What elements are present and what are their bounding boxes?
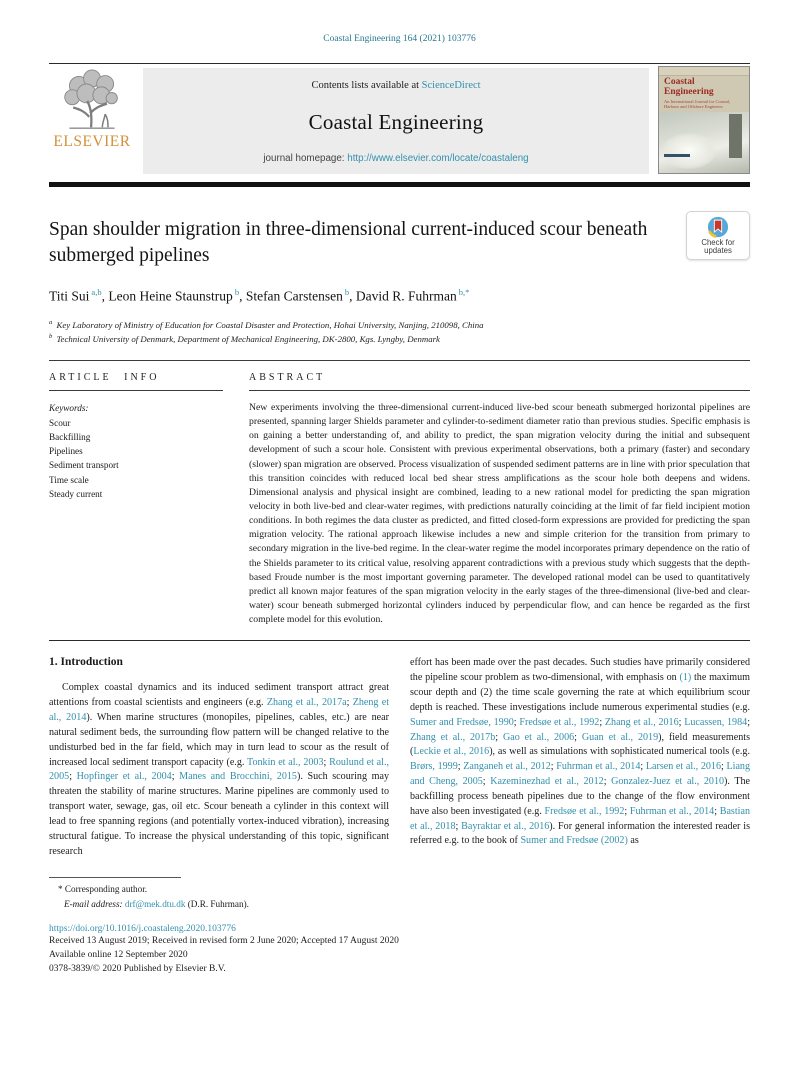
header-bottom-rule <box>49 182 750 187</box>
journal-title: Coastal Engineering <box>308 109 484 134</box>
email-label: E-mail address: <box>64 898 123 909</box>
citation-link[interactable]: Brørs, 1999 <box>410 761 458 773</box>
citation-link[interactable]: Larsen et al., 2016 <box>645 761 722 773</box>
citation-link[interactable]: Hopfinger et al., 2004 <box>76 771 172 783</box>
citation-link[interactable]: Kazeminezhad et al., 2012 <box>490 776 604 788</box>
cover-caption-bar <box>664 154 690 157</box>
journal-header <box>49 64 750 174</box>
citation-link[interactable]: Zanganeh et al., 2012 <box>463 761 551 773</box>
issn-copyright: 0378-3839/© 2020 Published by Elsevier B.V. <box>49 964 226 975</box>
cover-masthead-strip <box>659 67 749 76</box>
affiliations <box>49 318 750 347</box>
citation-link[interactable]: Tonkin et al., 2003 <box>246 756 324 768</box>
citation-link[interactable]: Sumer and Fredsøe (2002) <box>520 835 628 847</box>
citation-link[interactable]: Bastian et al., 2018 <box>410 805 750 832</box>
affiliation-text: Key Laboratory of Ministry of Education for Coastal Disaster and Protection, Hohai University, Nanjing, 210098, China <box>56 319 484 330</box>
email-suffix: (D.R. Fuhrman). <box>187 898 249 909</box>
abstract-text: New experiments involving the three-dimensional current-induced live-bed scour beneath submerged horizontal pipelines are presented, spanning larger Shields parameter and cylinder-to-sediment diameter ratio than previous studies. Specific emphasis is on gaining a better understanding of, and ability to predict, the span migration velocity during the initial and subsequent development of such a scour hole. Consistent with previous experimental observations, both a primary (faster) and secondary (slower) span migration are observed. Process visualization of suspended sediment patterns are in line with prior speculation that this transition coincides with reduced local bed shear stress amplifications as the scour hole both deepens and widens. Dimensional analysis and physical insight are combined, leading to a new rational model for predicting the span migration velocity in both live-bed and clear-water regimes, with predictions naturally coinciding at the limit of far field incipient motion conditions. In both regimes the data cluster as predicted, and fitted closed-form expressions are provided for predicting the span migration velocity. The rational approach likewise includes a new and simple criterion for the transition from primary to secondary migration in the live-bed regime. In the clear-water regime the model incorporates primary dependence on the ratio of the Shields parameter to its critical value, resolving apparent contradictions with a previous study which suggests that the depth-based Froude number is the most important governing parameter. The developed rational model can be used to quantitatively predict all known major features of the span migration velocity in the early stages of the three-dimensional (live-bed and clear-water) scour beneath submerged horizontal cylinders induced by perpendicular flow, and can hence be regarded as the first complete model for this evolution. <box>249 401 750 626</box>
journal-homepage-link[interactable]: http://www.elsevier.com/locate/coastaleng <box>347 153 529 164</box>
cover-wave-spray <box>662 133 716 169</box>
journal-cover-thumbnail[interactable] <box>658 66 750 174</box>
author-sup: b,* <box>458 287 470 298</box>
journal-ref: Coastal Engineering 164 (2021) 103776 <box>323 34 476 44</box>
citation-link[interactable]: Guan et al., 2019 <box>581 731 659 743</box>
elsevier-tree-icon <box>56 69 128 131</box>
contents-line <box>151 80 641 91</box>
article-info-column <box>49 372 237 628</box>
citation-link[interactable]: Zhang et al., 2016 <box>604 716 679 728</box>
email-line <box>49 897 409 911</box>
sciencedirect-link[interactable]: ScienceDirect <box>421 80 481 91</box>
abstract-bottom-rule <box>49 640 750 641</box>
homepage-prefix: journal homepage: <box>263 153 348 164</box>
citation-link[interactable]: Fuhrman et al., 2014 <box>629 805 715 817</box>
doi-link[interactable]: https://doi.org/10.1016/j.coastaleng.2020.103776 <box>49 923 236 934</box>
footnote-rule <box>49 877 181 878</box>
introduction-paragraph-left: Complex coastal dynamics and its induced sediment transport attract great attentions from coastal scientists and engineers (e.g. Zhang et al., 2017a; Zheng et al., 2014). When marine structures (monopiles, pipelines, cables, etc.) are near natural sediment beds, the surrounding flow pattern will be changed relative to the undisturbed bed in the far field, which may in turn lead to scour as the result of increased local sediment transport capacity (e.g. Tonkin et al., 2003; Roulund et al., 2005; Hopfinger et al., 2004; Manes and Brocchini, 2015). Such scouring may threaten the stability of marine structures. Marine pipelines are commonly used to transport water, sewage, gas, oil etc. Scour beneath a cylinder in this context will lead to free spanning regions (and potentially vortex-induced vibration), increasing structural fatigue. To increase the physical understanding of this topic, significant research <box>49 682 390 857</box>
elsevier-logo-text: ELSEVIER <box>53 133 131 150</box>
crossmark-icon <box>707 216 729 238</box>
cover-lighthouse <box>729 114 742 158</box>
journal-banner <box>143 68 649 174</box>
citation-link[interactable]: Liang and Cheng, 2005 <box>410 761 751 788</box>
keyword-item: Pipelines <box>49 446 83 457</box>
introduction-section <box>49 656 750 859</box>
abstract-column <box>237 372 750 628</box>
check-for-updates-label: Check for updates <box>701 237 735 256</box>
keyword-item: Scour <box>49 417 71 428</box>
citation-link[interactable]: Bayraktar et al., 2016 <box>461 820 550 832</box>
keyword-item: Sediment transport <box>49 460 119 471</box>
author-sup: b <box>344 287 350 298</box>
citation-link[interactable]: Roulund et al., 2005 <box>49 756 390 783</box>
citation-link[interactable]: Manes and Brocchini, 2015 <box>179 771 297 783</box>
citation-link[interactable]: Fuhrman et al., 2014 <box>556 761 641 773</box>
cover-photo <box>659 112 749 173</box>
cover-journal-title: Coastal Engineering <box>664 77 714 97</box>
citation-link[interactable]: Zheng et al., 2014 <box>49 697 390 724</box>
received-dates: Received 13 August 2019; Received in revised form 2 June 2020; Accepted 17 August 2020 <box>49 935 399 946</box>
homepage-line <box>151 153 641 164</box>
citation-link[interactable]: Sumer and Fredsøe, 1990 <box>410 716 514 728</box>
article-title: Span shoulder migration in three-dimensional current-induced scour beneath submerged pipelines <box>49 218 648 267</box>
keywords-label: Keywords: <box>49 402 89 413</box>
keyword-item: Time scale <box>49 474 89 485</box>
keyword-item: Steady current <box>49 488 103 499</box>
check-for-updates-badge[interactable] <box>686 211 750 261</box>
keyword-item: Backfilling <box>49 431 91 442</box>
citation-link[interactable]: Zhang et al., 2017a <box>266 697 347 709</box>
footnote-block <box>49 877 409 911</box>
citation-link[interactable]: Gao et al., 2006 <box>502 731 575 743</box>
affiliation-text: Technical University of Denmark, Department of Mechanical Engineering, DK-2800, Kgs. Lyngby, Denmark <box>56 334 440 345</box>
citation-link[interactable]: Fredsøe et al., 1992 <box>519 716 600 728</box>
citation-link[interactable]: Leckie et al., 2016 <box>413 746 490 758</box>
affiliation-sup: a <box>49 318 53 326</box>
contents-prefix: Contents lists available at <box>311 80 422 91</box>
elsevier-logo[interactable] <box>49 64 143 174</box>
introduction-heading: 1. Introduction <box>49 656 123 669</box>
affiliation-sup: b <box>49 333 53 341</box>
introduction-paragraph-right: effort has been made over the past decades. Such studies have primarily considered the pipeline scour problem as two-dimensional, with emphasis on (1) the maximum scour depth and (2) the time scale governing the rate at which equilibrium scour depth is reached. These investigations include numerous experimental studies (e.g. Sumer and Fredsøe, 1990; Fredsøe et al., 1992; Zhang et al., 2016; Lucassen, 1984; Zhang et al., 2017b; Gao et al., 2006; Guan et al., 2019), field measurements (Leckie et al., 2016), as well as simulations with sophisticated numerical tools (e.g. Brørs, 1999; Zanganeh et al., 2012; Fuhrman et al., 2014; Larsen et al., 2016; Liang and Cheng, 2005; Kazeminezhad et al., 2012; Gonzalez-Juez et al., 2010). The backfilling process beneath pipelines due to the change of the flow environment have also been investigated (e.g. Fredsøe et al., 1992; Fuhrman et al., 2014; Bastian et al., 2018; Bayraktar et al., 2016). For general information the interested reader is referred e.g. to the book of Sumer and Fredsøe (2002) as <box>410 657 751 847</box>
author-sup: a,b <box>91 287 102 298</box>
email-link[interactable]: drf@mek.dtu.dk <box>124 898 186 909</box>
left-column <box>49 656 389 859</box>
article-info-heading: ARTICLE INFO <box>49 372 223 391</box>
cover-journal-subtitle: An International Journal for Coastal, Harbour and Offshore Engineers <box>664 98 731 110</box>
right-column <box>410 656 750 859</box>
citation-link[interactable]: Fredsøe et al., 1992 <box>544 805 625 817</box>
affiliation-line <box>49 332 750 347</box>
info-abstract-section <box>49 361 750 641</box>
available-online: Available online 12 September 2020 <box>49 950 188 961</box>
citation-link[interactable]: Lucassen, 1984 <box>684 716 748 728</box>
citation-link[interactable]: Gonzalez-Juez et al., 2010 <box>611 776 725 788</box>
author-sup: b <box>234 287 240 298</box>
affiliation-line <box>49 318 750 333</box>
author-line: Titi Sui $^{a,b}$, Leon Heine Staunstrup $^b$, Stefan Carstensen $^b$, David R. Fuhrman $^{b,*}$ <box>49 287 470 304</box>
citation-link[interactable]: (1) <box>679 672 692 684</box>
abstract-heading: ABSTRACT <box>249 372 750 391</box>
corresponding-author-note: * Corresponding author. <box>58 884 148 895</box>
citation-link[interactable]: Zhang et al., 2017b <box>410 731 496 743</box>
